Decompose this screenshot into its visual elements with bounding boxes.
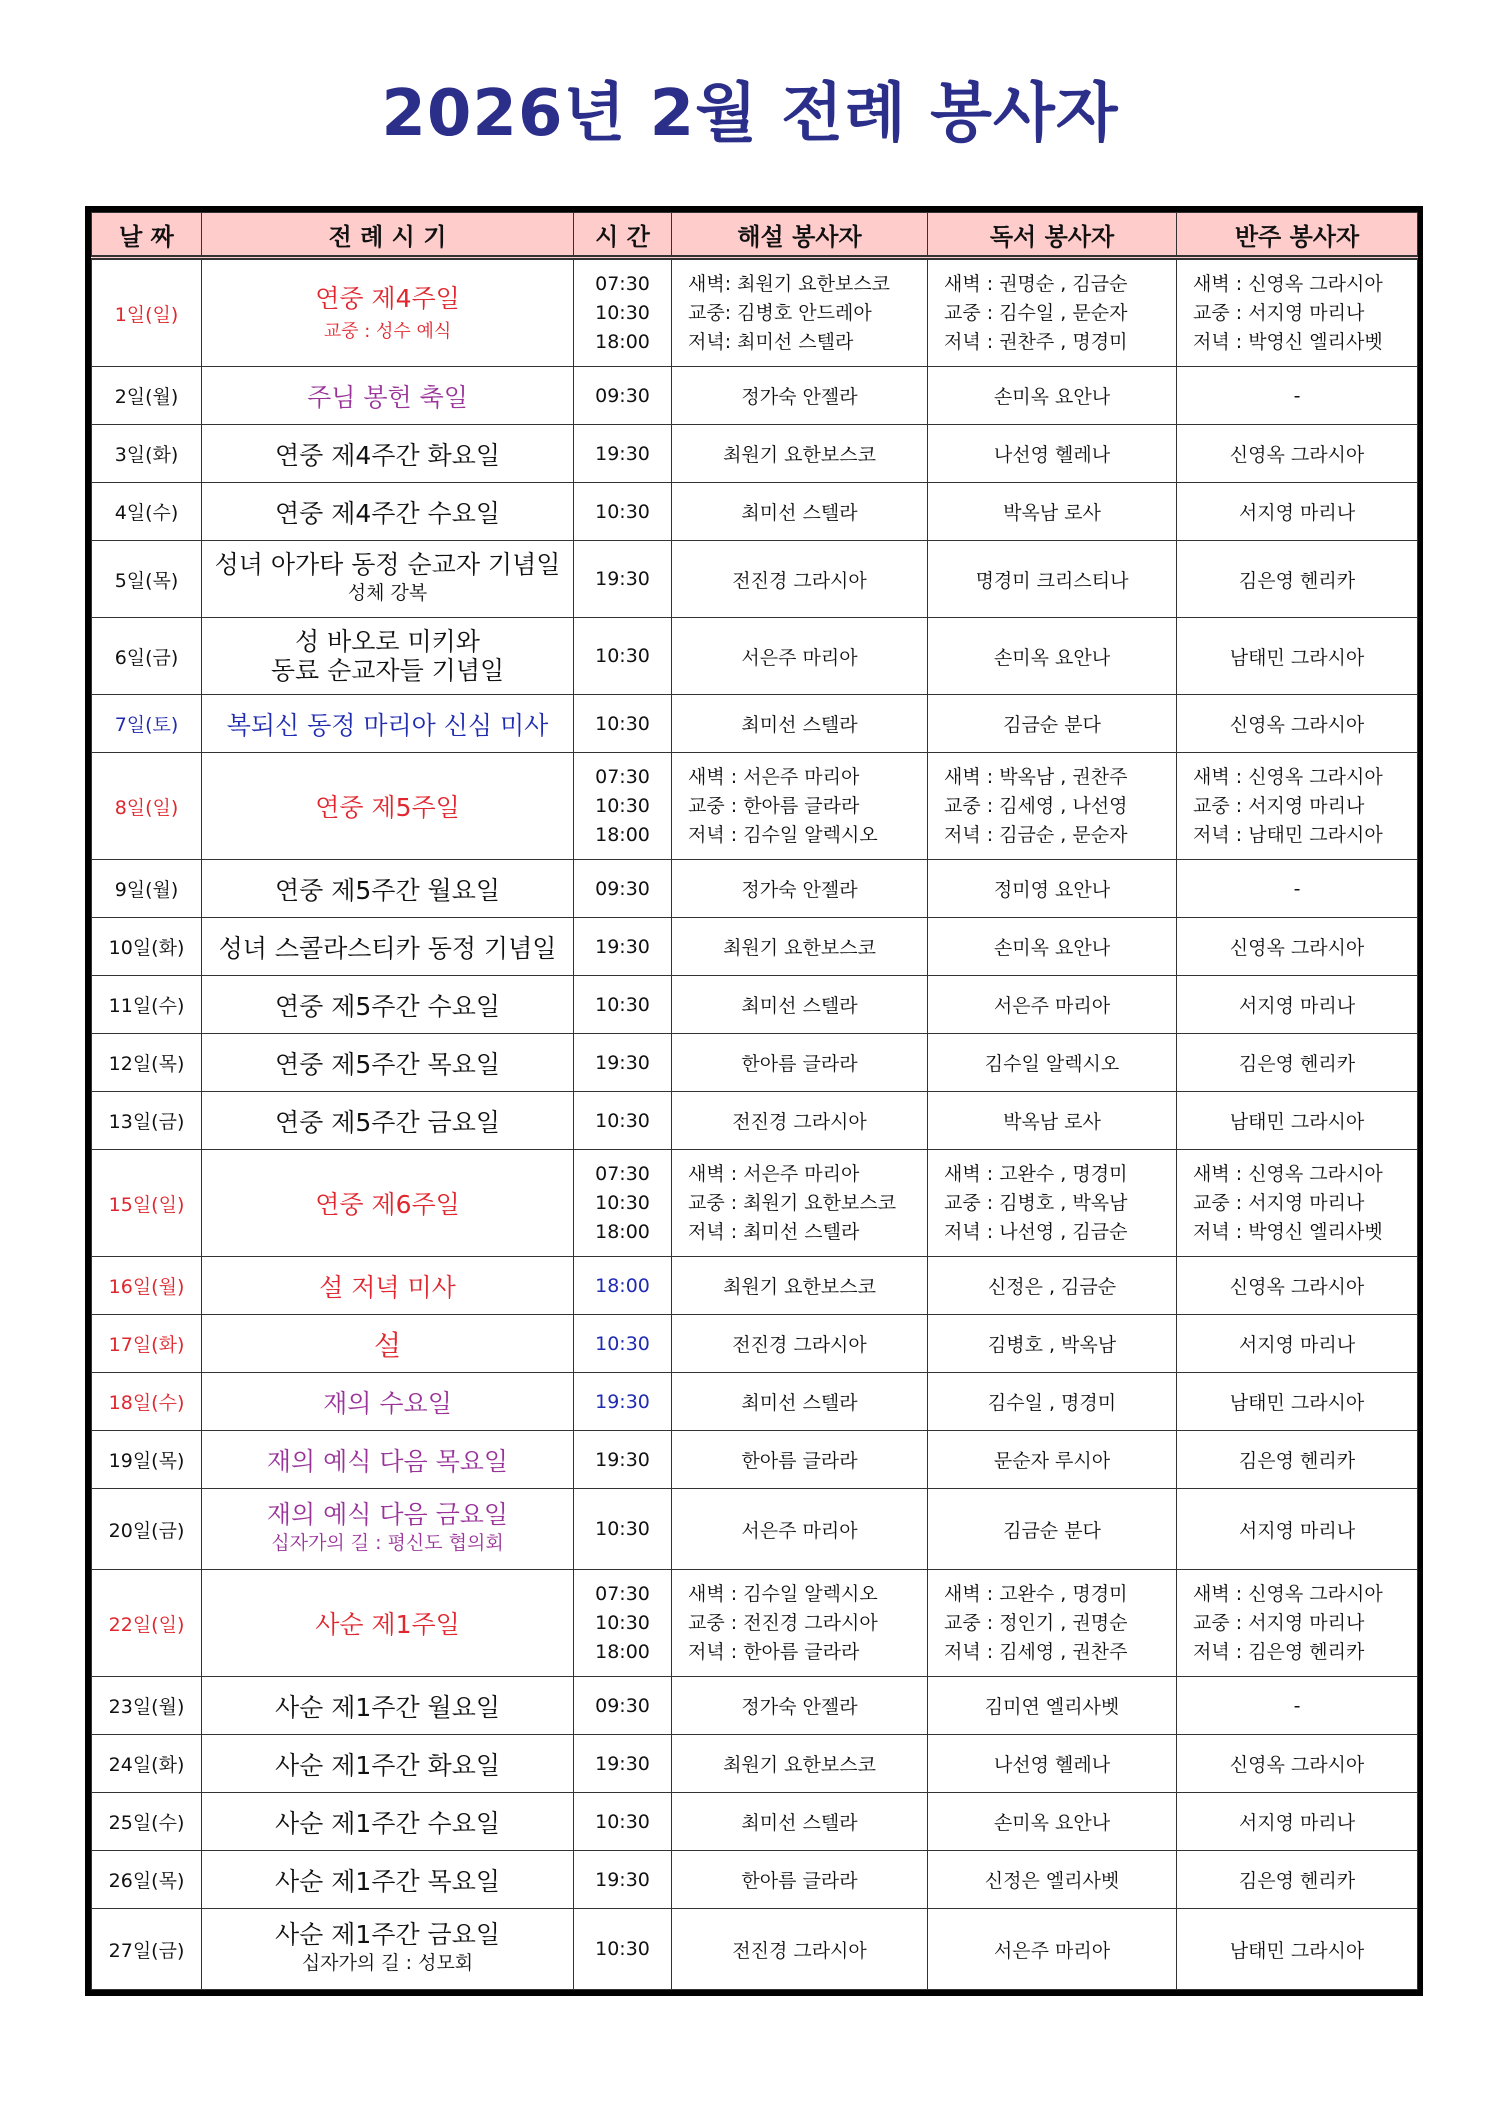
season-cell: 설: [202, 1315, 574, 1373]
commentator-cell: 최원기 요한보스코: [672, 425, 928, 483]
time-cell: 19:30: [574, 425, 672, 483]
season-cell: [202, 258, 574, 367]
reader-cell: [928, 258, 1177, 367]
season-cell: 연중 제4주간 수요일: [202, 483, 574, 541]
accompanist-cell: 서지영 마리나: [1177, 976, 1418, 1034]
assignment: 새벽 : 박옥남 , 권찬주: [944, 765, 1128, 788]
season-cell: 사순 제1주간 월요일: [202, 1677, 574, 1735]
time-cell: 19:30: [574, 1034, 672, 1092]
accompanist-cell: 김은영 헨리카: [1177, 541, 1418, 618]
commentator-cell: [672, 1150, 928, 1257]
date-cell: 10일(화): [92, 918, 202, 976]
time-cell: 10:30: [574, 1489, 672, 1570]
date-cell: 12일(목): [92, 1034, 202, 1092]
date-cell: 1일(일): [92, 258, 202, 367]
assignment: 교중 : 김세영 , 나선영: [944, 794, 1128, 817]
season-cell: 주님 봉헌 축일: [202, 367, 574, 425]
season-cell: 연중 제5주간 목요일: [202, 1034, 574, 1092]
date-cell: 27일(금): [92, 1909, 202, 1990]
time-cell: 19:30: [574, 1373, 672, 1431]
table-row: [92, 1034, 1418, 1092]
commentator-cell: 최미선 스텔라: [672, 695, 928, 753]
commentator-cell: [672, 1570, 928, 1677]
assignment: 교중 : 정인기 , 권명순: [944, 1611, 1128, 1634]
accompanist-cell: [1177, 1150, 1418, 1257]
table-row: [92, 753, 1418, 860]
commentator-cell: 전진경 그라시아: [672, 541, 928, 618]
season-cell: 복되신 동정 마리아 신심 미사: [202, 695, 574, 753]
season-note: 성체 강복: [347, 582, 428, 604]
accompanist-cell: -: [1177, 367, 1418, 425]
header-date: 날 짜: [92, 213, 202, 258]
accompanist-cell: 신영옥 그라시아: [1177, 1735, 1418, 1793]
date-cell: 22일(일): [92, 1570, 202, 1677]
time-cell: [574, 1150, 672, 1257]
accompanist-cell: 신영옥 그라시아: [1177, 918, 1418, 976]
date-cell: 19일(목): [92, 1431, 202, 1489]
accompanist-cell: 남태민 그라시아: [1177, 1092, 1418, 1150]
assignment: 새벽 : 신영옥 그라시아: [1193, 1582, 1383, 1605]
season-cell: 연중 제5주일: [202, 753, 574, 860]
time-value: 07:30: [595, 1162, 650, 1185]
reader-cell: 서은주 마리아: [928, 1909, 1177, 1990]
table-row: [92, 1489, 1418, 1570]
reader-cell: 김수일 알렉시오: [928, 1034, 1177, 1092]
date-cell: 6일(금): [92, 618, 202, 695]
table-row: [92, 541, 1418, 618]
reader-cell: 김금순 분다: [928, 695, 1177, 753]
assignment: 교중 : 최원기 요한보스코: [688, 1191, 897, 1214]
commentator-cell: 전진경 그라시아: [672, 1909, 928, 1990]
assignment: 저녁 : 김은영 헨리카: [1193, 1640, 1365, 1663]
assignment: 교중: 김병호 안드레아: [688, 301, 872, 324]
date-cell: 9일(월): [92, 860, 202, 918]
date-cell: 23일(월): [92, 1677, 202, 1735]
time-cell: 10:30: [574, 618, 672, 695]
time-cell: 19:30: [574, 918, 672, 976]
date-cell: 11일(수): [92, 976, 202, 1034]
time-cell: 19:30: [574, 1431, 672, 1489]
time-value: 10:30: [595, 301, 650, 324]
table-header-row: [92, 213, 1418, 258]
date-cell: 3일(화): [92, 425, 202, 483]
date-cell: 5일(목): [92, 541, 202, 618]
date-cell: 17일(화): [92, 1315, 202, 1373]
date-cell: 16일(월): [92, 1257, 202, 1315]
accompanist-cell: 서지영 마리나: [1177, 1793, 1418, 1851]
time-cell: 10:30: [574, 976, 672, 1034]
time-value: 10:30: [595, 794, 650, 817]
time-value: 18:00: [595, 330, 650, 353]
schedule-table: [85, 206, 1423, 1996]
accompanist-cell: 남태민 그라시아: [1177, 618, 1418, 695]
season-cell: 성녀 스콜라스티카 동정 기념일: [202, 918, 574, 976]
season-title: 사순 제1주간 금요일: [275, 1920, 500, 1949]
commentator-cell: 최미선 스텔라: [672, 1373, 928, 1431]
table-row: [92, 1431, 1418, 1489]
table-row: [92, 483, 1418, 541]
commentator-cell: 한아름 글라라: [672, 1431, 928, 1489]
time-value: 10:30: [595, 1611, 650, 1634]
accompanist-cell: 남태민 그라시아: [1177, 1909, 1418, 1990]
date-cell: 15일(일): [92, 1150, 202, 1257]
commentator-cell: [672, 753, 928, 860]
table-row: [92, 367, 1418, 425]
accompanist-cell: 서지영 마리나: [1177, 1315, 1418, 1373]
commentator-cell: 최원기 요한보스코: [672, 918, 928, 976]
commentator-cell: 최원기 요한보스코: [672, 1735, 928, 1793]
reader-cell: 명경미 크리스티나: [928, 541, 1177, 618]
reader-cell: 문순자 루시아: [928, 1431, 1177, 1489]
table-row: [92, 918, 1418, 976]
assignment: 저녁 : 최미선 스텔라: [688, 1220, 860, 1243]
date-cell: 13일(금): [92, 1092, 202, 1150]
commentator-cell: 최미선 스텔라: [672, 976, 928, 1034]
date-cell: 25일(수): [92, 1793, 202, 1851]
assignment: 교중 : 한아름 글라라: [688, 794, 860, 817]
assignment: 새벽 : 고완수 , 명경미: [944, 1162, 1128, 1185]
reader-cell: [928, 753, 1177, 860]
time-cell: [574, 753, 672, 860]
assignment: 새벽 : 서은주 마리아: [688, 765, 860, 788]
reader-cell: [928, 1570, 1177, 1677]
assignment: 교중 : 서지영 마리나: [1193, 794, 1365, 817]
season-cell: 사순 제1주간 수요일: [202, 1793, 574, 1851]
commentator-cell: 정가숙 안젤라: [672, 1677, 928, 1735]
time-cell: 19:30: [574, 1851, 672, 1909]
season-title: 연중 제4주일: [315, 283, 460, 313]
assignment: 교중 : 김병호 , 박옥남: [944, 1191, 1128, 1214]
assignment: 저녁 : 박영신 엘리사벳: [1193, 330, 1383, 353]
time-value: 10:30: [595, 1191, 650, 1214]
header-reader: 독서 봉사자: [928, 213, 1177, 258]
reader-cell: 박옥남 로사: [928, 1092, 1177, 1150]
assignment: 교중 : 김수일 , 문순자: [944, 301, 1128, 324]
time-cell: 10:30: [574, 695, 672, 753]
season-cell: 재의 수요일: [202, 1373, 574, 1431]
assignment: 저녁 : 김수일 알렉시오: [688, 823, 878, 846]
assignment: 새벽 : 고완수 , 명경미: [944, 1582, 1128, 1605]
date-cell: 2일(월): [92, 367, 202, 425]
commentator-cell: 최미선 스텔라: [672, 1793, 928, 1851]
time-value: 18:00: [595, 1220, 650, 1243]
assignment: 저녁 : 나선영 , 김금순: [944, 1220, 1128, 1243]
assignment: 저녁 : 남태민 그라시아: [1193, 823, 1383, 846]
commentator-cell: 한아름 글라라: [672, 1034, 928, 1092]
time-cell: 19:30: [574, 541, 672, 618]
reader-cell: 서은주 마리아: [928, 976, 1177, 1034]
reader-cell: 손미옥 요안나: [928, 367, 1177, 425]
accompanist-cell: 신영옥 그라시아: [1177, 1257, 1418, 1315]
season-title-line2: 동료 순교자들 기념일: [270, 656, 505, 685]
assignment: 저녁 : 박영신 엘리사벳: [1193, 1220, 1383, 1243]
table-row: [92, 1793, 1418, 1851]
assignment: 저녁 : 권찬주 , 명경미: [944, 330, 1128, 353]
commentator-cell: 정가숙 안젤라: [672, 367, 928, 425]
assignment: 새벽 : 김수일 알렉시오: [688, 1582, 878, 1605]
reader-cell: 정미영 요안나: [928, 860, 1177, 918]
assignment: 새벽 : 권명순 , 김금순: [944, 272, 1128, 295]
assignment: 새벽 : 신영옥 그라시아: [1193, 765, 1383, 788]
season-cell: 연중 제5주간 월요일: [202, 860, 574, 918]
reader-cell: [928, 1150, 1177, 1257]
time-value: 18:00: [595, 823, 650, 846]
assignment: 새벽: 최원기 요한보스코: [688, 272, 891, 295]
reader-cell: 신정은 엘리사벳: [928, 1851, 1177, 1909]
table-row: [92, 1851, 1418, 1909]
season-note: 교중 : 성수 예식: [323, 320, 452, 342]
time-cell: 10:30: [574, 1909, 672, 1990]
reader-cell: 손미옥 요안나: [928, 918, 1177, 976]
season-cell: 재의 예식 다음 목요일: [202, 1431, 574, 1489]
accompanist-cell: 김은영 헨리카: [1177, 1431, 1418, 1489]
commentator-cell: 최원기 요한보스코: [672, 1257, 928, 1315]
reader-cell: 김수일 , 명경미: [928, 1373, 1177, 1431]
time-value: 07:30: [595, 1582, 650, 1605]
assignment: 저녁: 최미선 스텔라: [688, 330, 854, 353]
header-accompanist: 반주 봉사자: [1177, 213, 1418, 258]
assignment: 교중 : 서지영 마리나: [1193, 1191, 1365, 1214]
season-cell: 연중 제4주간 화요일: [202, 425, 574, 483]
assignment: 새벽 : 신영옥 그라시아: [1193, 272, 1383, 295]
time-cell: [574, 1570, 672, 1677]
time-cell: [574, 258, 672, 367]
accompanist-cell: [1177, 258, 1418, 367]
reader-cell: 김병호 , 박옥남: [928, 1315, 1177, 1373]
commentator-cell: 서은주 마리아: [672, 618, 928, 695]
commentator-cell: 한아름 글라라: [672, 1851, 928, 1909]
table-row: [92, 1735, 1418, 1793]
reader-cell: 김미연 엘리사벳: [928, 1677, 1177, 1735]
season-cell: 연중 제5주간 금요일: [202, 1092, 574, 1150]
time-cell: 09:30: [574, 1677, 672, 1735]
header-commentator: 해설 봉사자: [672, 213, 928, 258]
time-cell: 19:30: [574, 1735, 672, 1793]
season-cell: [202, 541, 574, 618]
season-cell: 설 저녁 미사: [202, 1257, 574, 1315]
season-cell: [202, 618, 574, 695]
time-cell: 10:30: [574, 1315, 672, 1373]
accompanist-cell: 김은영 헨리카: [1177, 1034, 1418, 1092]
table-row: [92, 1315, 1418, 1373]
date-cell: 7일(토): [92, 695, 202, 753]
date-cell: 20일(금): [92, 1489, 202, 1570]
accompanist-cell: 서지영 마리나: [1177, 483, 1418, 541]
table-row: [92, 618, 1418, 695]
table-row: [92, 1373, 1418, 1431]
time-cell: 18:00: [574, 1257, 672, 1315]
commentator-cell: [672, 258, 928, 367]
time-cell: 10:30: [574, 1793, 672, 1851]
commentator-cell: 전진경 그라시아: [672, 1092, 928, 1150]
commentator-cell: 서은주 마리아: [672, 1489, 928, 1570]
accompanist-cell: 남태민 그라시아: [1177, 1373, 1418, 1431]
date-cell: 8일(일): [92, 753, 202, 860]
table-row: [92, 1909, 1418, 1990]
reader-cell: 손미옥 요안나: [928, 1793, 1177, 1851]
season-cell: 사순 제1주간 목요일: [202, 1851, 574, 1909]
accompanist-cell: 서지영 마리나: [1177, 1489, 1418, 1570]
header-time: 시 간: [574, 213, 672, 258]
assignment: 저녁 : 한아름 글라라: [688, 1640, 860, 1663]
table-row: [92, 860, 1418, 918]
season-cell: 사순 제1주간 화요일: [202, 1735, 574, 1793]
time-cell: 10:30: [574, 1092, 672, 1150]
accompanist-cell: 신영옥 그라시아: [1177, 425, 1418, 483]
accompanist-cell: [1177, 753, 1418, 860]
season-cell: [202, 1909, 574, 1990]
commentator-cell: 최미선 스텔라: [672, 483, 928, 541]
season-title: 재의 예식 다음 금요일: [266, 1500, 509, 1529]
season-cell: 연중 제6주일: [202, 1150, 574, 1257]
accompanist-cell: 신영옥 그라시아: [1177, 695, 1418, 753]
season-title: 성 바오로 미키와: [295, 627, 480, 656]
table-row: [92, 258, 1418, 367]
assignment: 저녁 : 김세영 , 권찬주: [944, 1640, 1128, 1663]
accompanist-cell: [1177, 1570, 1418, 1677]
reader-cell: 나선영 헬레나: [928, 425, 1177, 483]
reader-cell: 신정은 , 김금순: [928, 1257, 1177, 1315]
assignment: 교중 : 서지영 마리나: [1193, 301, 1365, 324]
header-season: 전 례 시 기: [202, 213, 574, 258]
date-cell: 4일(수): [92, 483, 202, 541]
reader-cell: 김금순 분다: [928, 1489, 1177, 1570]
accompanist-cell: 김은영 헨리카: [1177, 1851, 1418, 1909]
date-cell: 18일(수): [92, 1373, 202, 1431]
accompanist-cell: -: [1177, 1677, 1418, 1735]
assignment: 저녁 : 김금순 , 문순자: [944, 823, 1128, 846]
time-value: 07:30: [595, 272, 650, 295]
table-row: [92, 425, 1418, 483]
commentator-cell: 전진경 그라시아: [672, 1315, 928, 1373]
season-note: 십자가의 길 : 평신도 협의회: [271, 1532, 504, 1554]
reader-cell: 손미옥 요안나: [928, 618, 1177, 695]
time-value: 18:00: [595, 1640, 650, 1663]
table-row: [92, 1092, 1418, 1150]
page-title: 2026년 2월 전례 봉사자: [381, 77, 1119, 151]
assignment: 교중 : 서지영 마리나: [1193, 1611, 1365, 1634]
date-cell: 26일(목): [92, 1851, 202, 1909]
accompanist-cell: -: [1177, 860, 1418, 918]
time-cell: 09:30: [574, 367, 672, 425]
season-cell: [202, 1489, 574, 1570]
assignment: 새벽 : 서은주 마리아: [688, 1162, 860, 1185]
table-row: [92, 1150, 1418, 1257]
time-cell: 10:30: [574, 483, 672, 541]
season-title: 성녀 아가타 동정 순교자 기념일: [214, 550, 561, 579]
season-cell: 연중 제5주간 수요일: [202, 976, 574, 1034]
time-value: 07:30: [595, 765, 650, 788]
table-row: [92, 695, 1418, 753]
season-note: 십자가의 길 : 성모회: [301, 1952, 474, 1974]
commentator-cell: 정가숙 안젤라: [672, 860, 928, 918]
table-row: [92, 1257, 1418, 1315]
reader-cell: 나선영 헬레나: [928, 1735, 1177, 1793]
date-cell: 24일(화): [92, 1735, 202, 1793]
season-cell: 사순 제1주일: [202, 1570, 574, 1677]
assignment: 교중 : 전진경 그라시아: [688, 1611, 878, 1634]
reader-cell: 박옥남 로사: [928, 483, 1177, 541]
table-row: [92, 1570, 1418, 1677]
table-row: [92, 976, 1418, 1034]
time-cell: 09:30: [574, 860, 672, 918]
table-row: [92, 1677, 1418, 1735]
assignment: 새벽 : 신영옥 그라시아: [1193, 1162, 1383, 1185]
